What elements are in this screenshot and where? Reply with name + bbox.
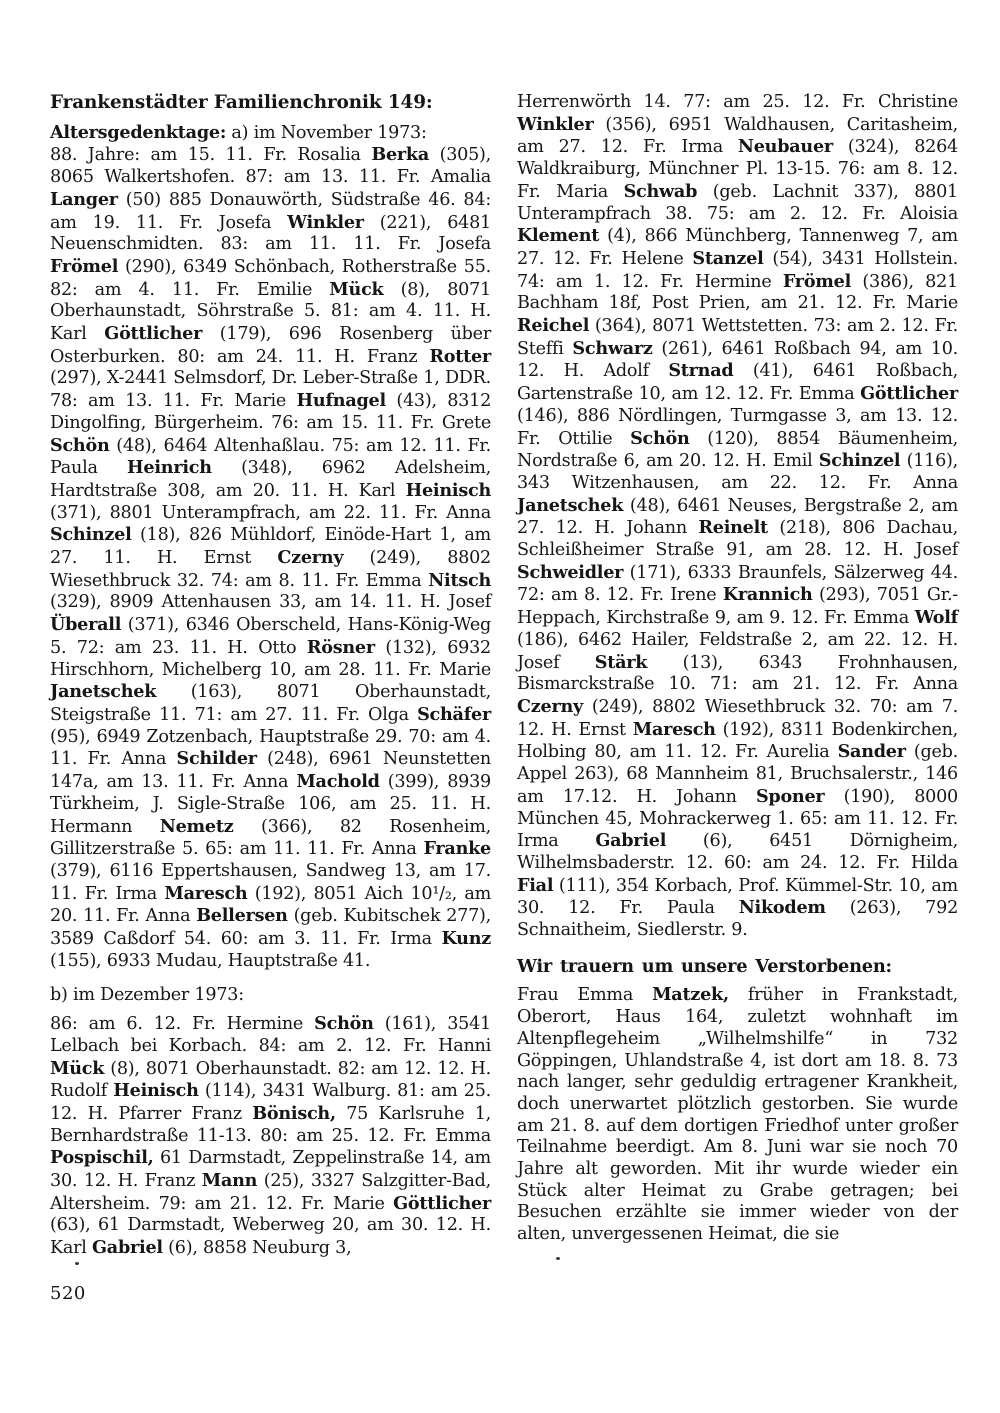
december-entries-continued-paragraph: Herrenwörth 14. 77: am 25. 12. Fr. Christine Winkler (356), 6951 Waldhausen, Caritasheim, am 27. 12. Fr. Irma Neubauer (324), 8264 Waldkraiburg, Münchner Pl. 13-15. 76: am 8. 12. Fr. Maria Schwab (geb. Lachnit 337), 8801 Unterampfrach 38. 75: am 2. 12. Fr. Aloisia Klement (4), 866 Münchberg, Tannenweg 7, am 27. 12. Fr. Helene Stanzel (54), 3431 Hollstein. 74: am 1. 12. Fr. Hermine Frömel (386), 821 Bachham 18f, Post Prien, am 21. 12. Fr. Marie Reichel (364), 8071 Wettstetten. 73: am 2. 12. Fr. Steffi Schwarz (261), 6461 Roßbach 94, am 10. 12. H. Adolf Strnad (41), 6461 Roßbach, Gartenstraße 10, am 12. 12. Fr. Emma Göttlicher (146), 886 Nördlingen, Turmgasse 3, am 13. 12. Fr. Ottilie Schön (120), 8854 Bäumenheim, Nordstraße 6, am 20. 12. H. Emil Schinzel (116), 343 Witzenhausen, am 22. 12. Fr. Anna Janetschek (48), 6461 Neuses, Bergstraße 2, am 27. 12. H. Johann Reinelt (218), 806 Dachau, Schleißheimer Straße 91, am 28. 12. H. Josef Schweidler (171), 6333 Braunfels, Sälzerweg 44. 72: am 8. 12. Fr. Irene Krannich (293), 7051 Gr.-Heppach, Kirchstraße 9, am 9. 12. Fr. Emma Wolf (186), 6462 Hailer, Feldstraße 2, am 22. 12. H. Josef Stärk (13), 6343 Frohnhausen, Bismarckstraße 10. 71: am 21. 12. Fr. Anna Czerny (249), 8802 Wiesethbruck 32. 70: am 7. 12. H. Ernst Maresch (192), 8311 Bodenkirchen, Holbing 80, am 11. 12. Fr. Aurelia Sander (geb. Appel 263), 68 Mannheim 81, Bruchsalerstr., 146 am 17.12. H. Johann Sponer (190), 8000 München 45, Mohrackerweg 1. 65: am 11. 12. Fr. Irma Gabriel (6), 6451 Dörnigheim, Wilhelmsbaderstr. 12. 60: am 24. 12. Fr. Hilda Fial (111), 354 Korbach, Prof. Kümmel-Str. 10, am 30. 12. Fr. Paula Nikodem (263), 792 Schnaitheim, Siedlerstr. 9. — [517, 92, 959, 941]
obituary-heading: Wir trauern um unsere Verstorbenen: — [517, 955, 892, 977]
december-entries-paragraph: 86: am 6. 12. Fr. Hermine Schön (161), 3541 Lelbach bei Korbach. 84: am 2. 12. Fr. Hanni Mück (8), 8071 Oberhaunstadt. 82: am 12. 12. H. Rudolf Heinisch (114), 3431 Walburg. 81: am 25. 12. H. Pfarrer Franz Bönisch, 75 Karlsruhe 1, Bernhardstraße 11-13. 80: am 25. 12. Fr. Emma Pospischil, 61 Darmstadt, Zeppelinstraße 14, am 30. 12. H. Franz Mann (25), 3327 Salzgitter-Bad, Altersheim. 79: am 21. 12. Fr. Marie Göttlicher (63), 61 Darmstadt, Weberweg 20, am 30. 12. H. Karl Gabriel (6), 8858 Neuburg 3, — [50, 1013, 491, 1259]
left-column — [50, 92, 491, 1260]
november-entries-paragraph: 88. Jahre: am 15. 11. Fr. Rosalia Berka (305), 8065 Walkertshofen. 87: am 13. 11. Fr. Amalia Langer (50) 885 Donauwörth, Südstraße 46. 84: am 19. 11. Fr. Josefa Winkler (221), 6481 Neuenschmidten. 83: am 11. 11. Fr. Josefa Frömel (290), 6349 Schönbach, Rotherstraße 55. 82: am 4. 11. Fr. Emilie Mück (8), 8071 Oberhaunstadt, Söhrstraße 5. 81: am 4. 11. H. Karl Göttlicher (179), 696 Rosenberg über Osterburken. 80: am 24. 11. H. Franz Rotter (297), X-2441 Selmsdorf, Dr. Leber-Straße 1, DDR. 78: am 13. 11. Fr. Marie Hufnagel (43), 8312 Dingolfing, Bürgerheim. 76: am 15. 11. Fr. Grete Schön (48), 6464 Altenhaßlau. 75: am 12. 11. Fr. Paula Heinrich (348), 6962 Adelsheim, Hardtstraße 308, am 20. 11. H. Karl Heinisch (371), 8801 Unterampfrach, am 22. 11. Fr. Anna Schinzel (18), 826 Mühldorf, Einöde-Hart 1, am 27. 11. H. Ernst Czerny (249), 8802 Wiesethbruck 32. 74: am 8. 11. Fr. Emma Nitsch (329), 8909 Attenhausen 33, am 14. 11. H. Josef Überall (371), 6346 Oberscheld, Hans-König-Weg 5. 72: am 23. 11. H. Otto Rösner (132), 6932 Hirschhorn, Michelberg 10, am 28. 11. Fr. Marie Janetschek (163), 8071 Oberhaunstadt, Steigstraße 11. 71: am 27. 11. Fr. Olga Schäfer (95), 6949 Zotzenbach, Hauptstraße 29. 70: am 4. 11. Fr. Anna Schilder (248), 6961 Neunstetten 147a, am 13. 11. Fr. Anna Machold (399), 8939 Türkheim, J. Sigle-Straße 106, am 25. 11. H. Hermann Nemetz (366), 82 Rosenheim, Gillitzerstraße 5. 65: am 11. 11. Fr. Anna Franke (379), 6116 Eppertshausen, Sandweg 13, am 17. 11. Fr. Irma Maresch (192), 8051 Aich 10¹/₂, am 20. 11. Fr. Anna Bellersen (geb. Kubitschek 277), 3589 Caßdorf 54. 60: am 3. 11. Fr. Irma Kunz (155), 6933 Mudau, Hauptstraße 41. — [50, 144, 492, 971]
scan-speck — [556, 1257, 560, 1260]
page-number: 520 — [50, 1283, 86, 1304]
section-a-heading: Altersgedenktage: a) im November 1973: — [50, 121, 427, 143]
obituary-paragraph: Frau Emma Matzek, früher in Frankstadt, Oberort, Haus 164, zuletzt wohnhaft im Altenpflegeheim „Wilhelmshilfe“ in 732 Göppingen, Uhlandstraße 4, ist dort am 18. 8. 73 nach langer, sehr geduldig ertragener Krankheit, doch unerwartet plötzlich gestorben. Sie wurde am 21. 8. auf dem dortigen Friedhof unter großer Teilnahme beerdigt. Am 8. Juni war sie noch 70 Jahre alt geworden. Mit ihr wurde wieder ein Stück alter Heimat zu Grabe getragen; bei Besuchen erzählte sie immer wieder von der alten, unvergessenen Heimat, die sie — [517, 984, 958, 1245]
right-column — [517, 92, 958, 1260]
page-content — [50, 92, 958, 1260]
section-b-heading: b) im Dezember 1973: — [50, 985, 244, 1006]
page-title: Frankenstädter Familienchronik 149: — [50, 92, 433, 113]
scan-speck — [75, 1262, 79, 1265]
